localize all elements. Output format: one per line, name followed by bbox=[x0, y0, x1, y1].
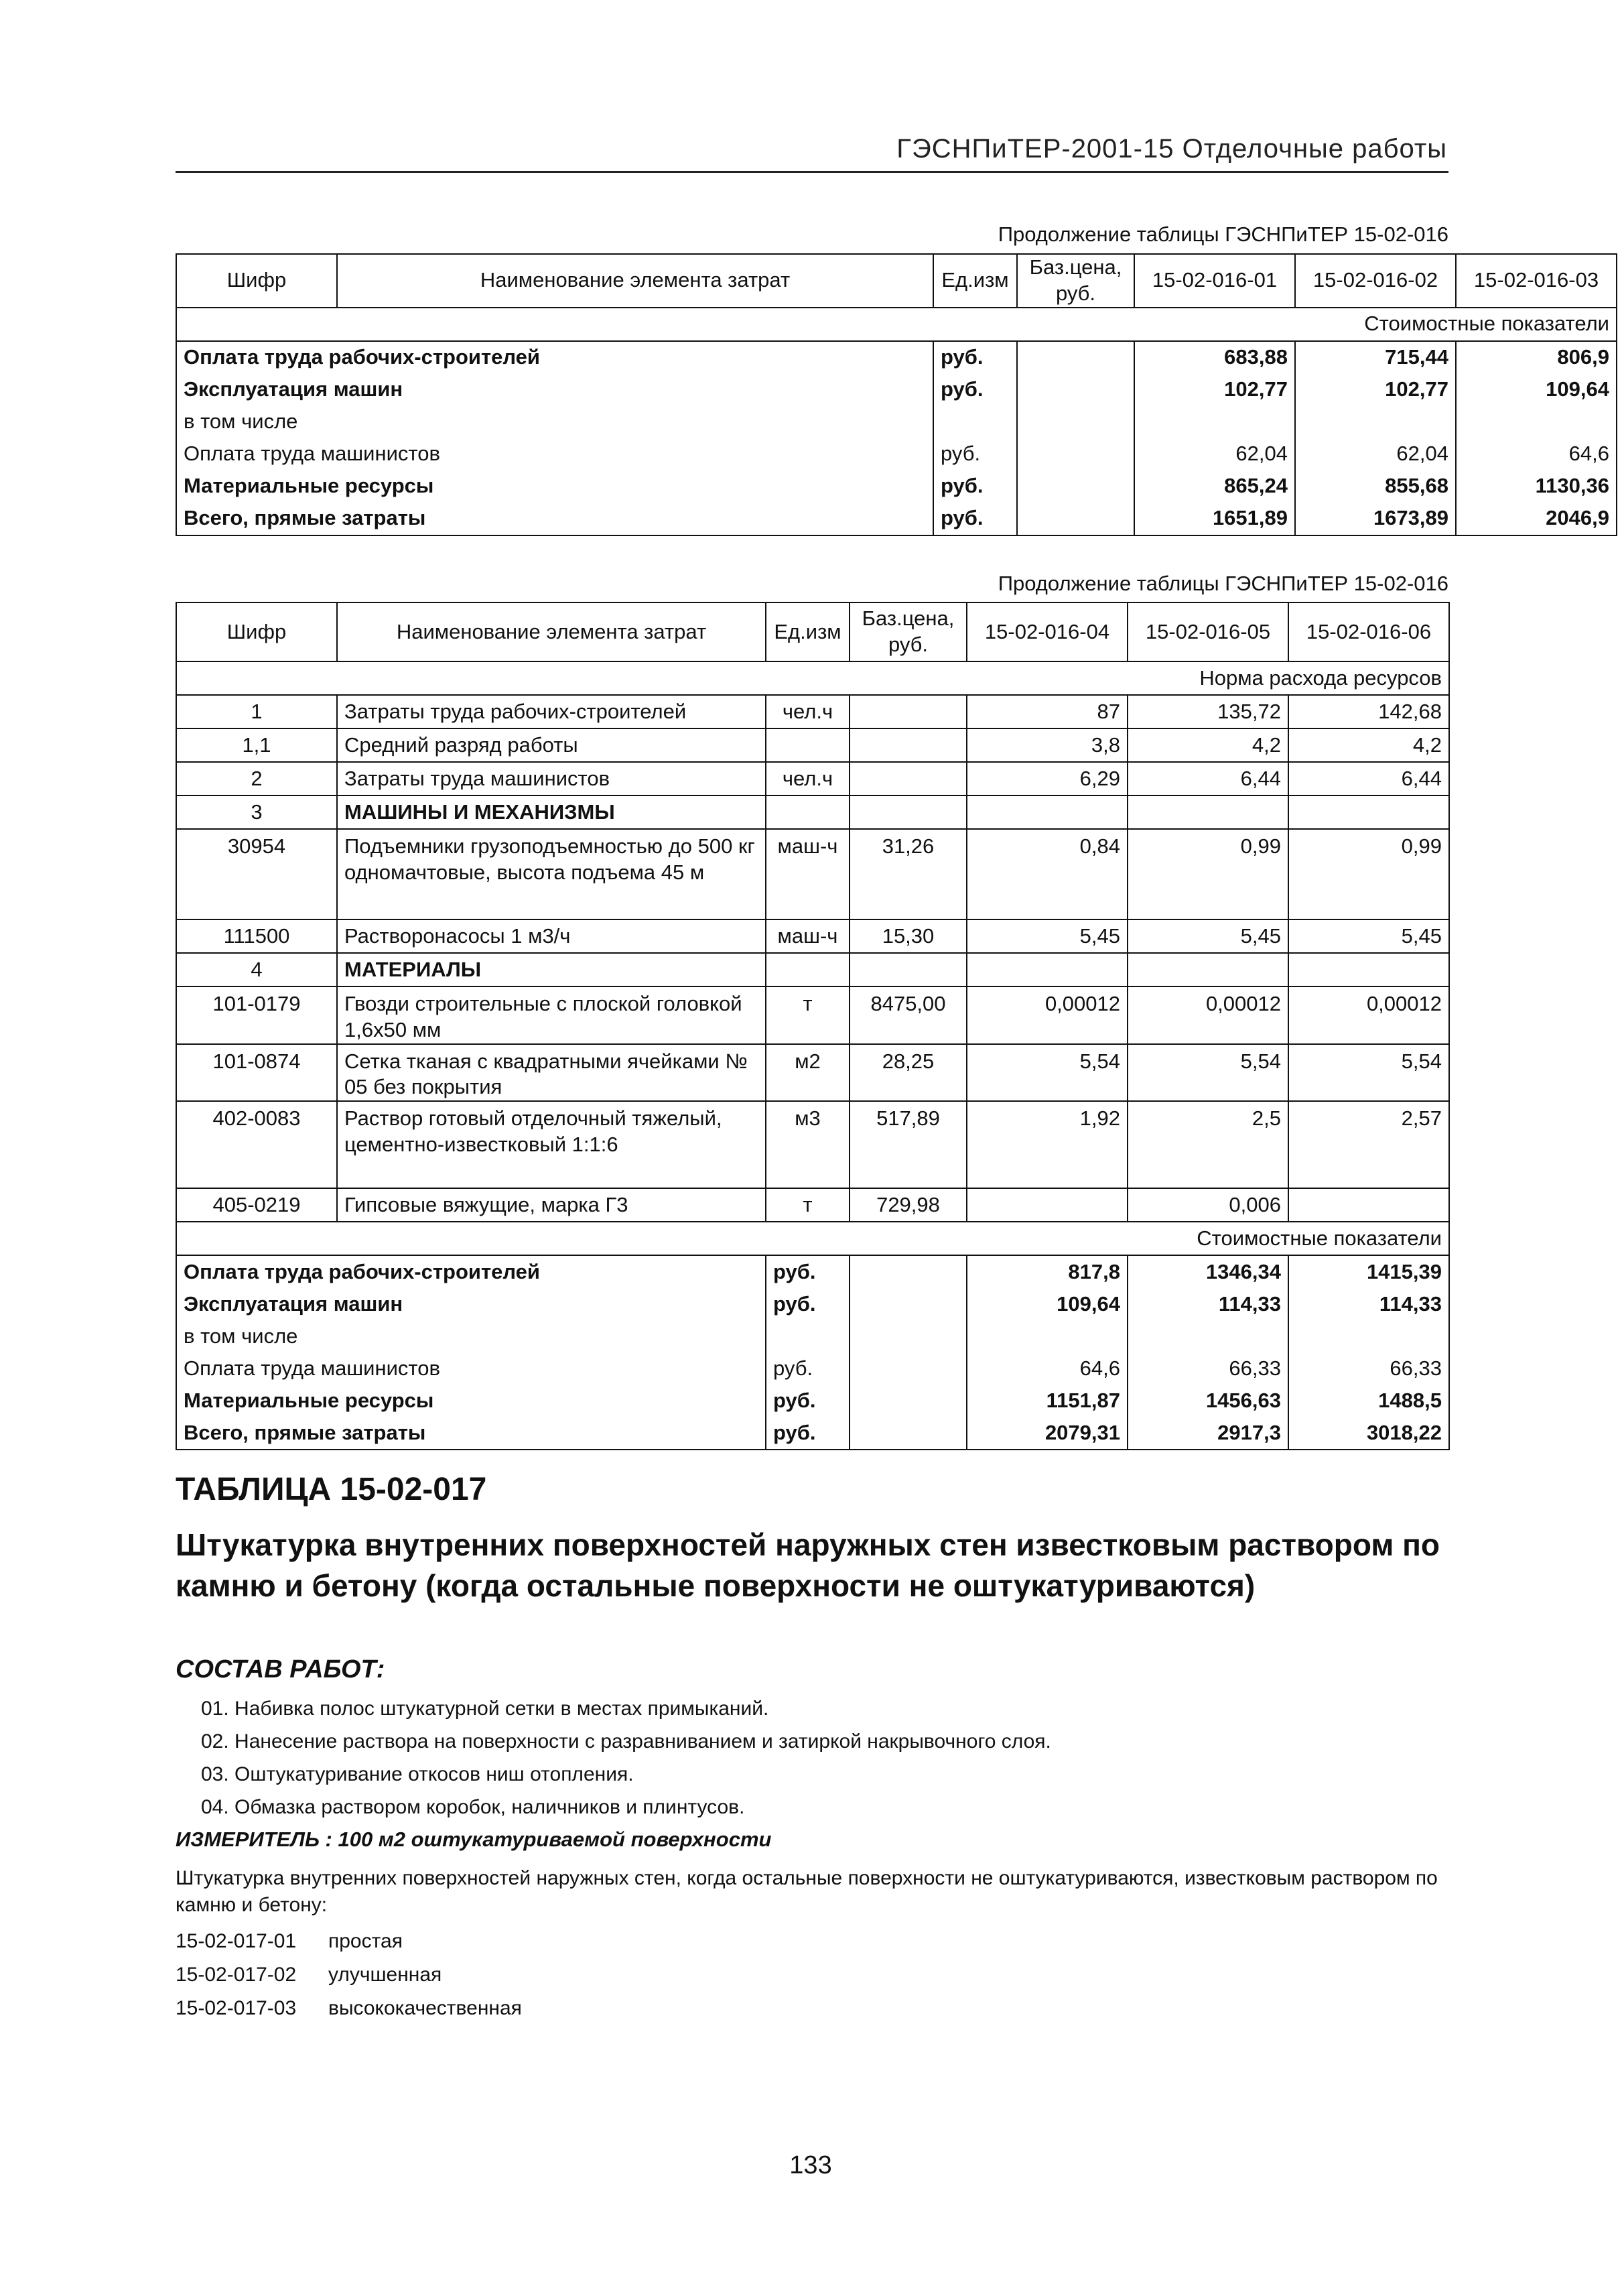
row-price: 15,30 bbox=[850, 919, 967, 953]
table1-col-code-2: 15-02-016-02 bbox=[1295, 254, 1456, 308]
table-row bbox=[176, 986, 1449, 1044]
row-value: 1346,34 bbox=[1128, 1255, 1288, 1288]
item-label: улучшенная bbox=[328, 1964, 442, 1986]
table2-cost-section-label: Стоимостные показатели bbox=[176, 1222, 1449, 1255]
row-unit: руб. bbox=[766, 1288, 850, 1320]
row-code: 111500 bbox=[176, 919, 337, 953]
table2-col-name: Наименование элемента затрат bbox=[337, 602, 766, 661]
row-name: в том числе bbox=[176, 1320, 766, 1352]
row-value: 1415,39 bbox=[1288, 1255, 1449, 1288]
row-value: 0,006 bbox=[1128, 1188, 1288, 1222]
row-value: 135,72 bbox=[1128, 695, 1288, 728]
row-name: Затраты труда рабочих-строителей bbox=[337, 695, 766, 728]
work-title: Штукатурка внутренних поверхностей наружных стен известковым раствором по камню и бетону (когда остальные поверхности не оштукатуриваются) bbox=[176, 1527, 1440, 1603]
row-value: 0,00012 bbox=[1288, 986, 1449, 1044]
work-steps bbox=[201, 1698, 1051, 1829]
running-header: ГЭСНПиТЕР-2001-15 Отделочные работы bbox=[896, 134, 1447, 164]
row-value: 1673,89 bbox=[1295, 503, 1456, 535]
work-items bbox=[176, 1930, 522, 2031]
row-unit: руб. bbox=[933, 341, 1017, 374]
row-unit bbox=[933, 406, 1017, 438]
row-name: Всего, прямые затраты bbox=[176, 503, 933, 535]
table-row bbox=[176, 919, 1449, 953]
row-unit: руб. bbox=[933, 503, 1017, 535]
work-step: 01. Набивка полос штукатурной сетки в местах примыканий. bbox=[201, 1698, 769, 1720]
row-name: Оплата труда рабочих-строителей bbox=[176, 341, 933, 374]
table-row bbox=[176, 762, 1449, 795]
row-price bbox=[850, 1255, 967, 1288]
row-value: 5,45 bbox=[1128, 919, 1288, 953]
row-value: 62,04 bbox=[1134, 438, 1295, 470]
row-unit: т bbox=[766, 1188, 850, 1222]
row-value: 102,77 bbox=[1295, 374, 1456, 406]
row-name: Оплата труда машинистов bbox=[176, 1352, 766, 1385]
row-unit bbox=[766, 953, 850, 986]
item-code: 15-02-017-02 bbox=[176, 1964, 297, 1986]
row-name: Эксплуатация машин bbox=[176, 1288, 766, 1320]
row-price bbox=[850, 1352, 967, 1385]
table-row bbox=[176, 829, 1449, 919]
table-row bbox=[176, 1385, 1449, 1417]
row-price bbox=[1017, 503, 1134, 535]
row-value: 5,45 bbox=[1288, 919, 1449, 953]
table-row bbox=[176, 953, 1449, 986]
row-value: 865,24 bbox=[1134, 470, 1295, 503]
row-value: 2046,9 bbox=[1456, 503, 1617, 535]
row-unit: маш-ч bbox=[766, 829, 850, 919]
row-price bbox=[850, 762, 967, 795]
row-value bbox=[967, 1320, 1128, 1352]
row-value: 64,6 bbox=[1456, 438, 1617, 470]
row-name: МАШИНЫ И МЕХАНИЗМЫ bbox=[337, 795, 766, 829]
table2-col-code-5: 15-02-016-05 bbox=[1128, 602, 1288, 661]
list-item bbox=[176, 1997, 522, 2031]
table1 bbox=[176, 253, 1617, 536]
row-value: 2,5 bbox=[1128, 1101, 1288, 1188]
row-code: 2 bbox=[176, 762, 337, 795]
row-name: Оплата труда машинистов bbox=[176, 438, 933, 470]
row-value bbox=[1288, 1320, 1449, 1352]
table1-col-name: Наименование элемента затрат bbox=[337, 254, 933, 308]
row-price bbox=[1017, 470, 1134, 503]
table-row bbox=[176, 341, 1617, 374]
row-value: 142,68 bbox=[1288, 695, 1449, 728]
row-price: 8475,00 bbox=[850, 986, 967, 1044]
table2-norm-section-label: Норма расхода ресурсов bbox=[176, 661, 1449, 695]
row-code: 402-0083 bbox=[176, 1101, 337, 1188]
list-item bbox=[176, 1964, 522, 1997]
row-value: 0,00012 bbox=[967, 986, 1128, 1044]
row-price: 31,26 bbox=[850, 829, 967, 919]
table-row bbox=[176, 406, 1617, 438]
row-price bbox=[1017, 438, 1134, 470]
table-row bbox=[176, 695, 1449, 728]
table1-col-price: Баз.цена, руб. bbox=[1017, 254, 1134, 308]
table2-header-row bbox=[176, 602, 1449, 661]
row-unit: руб. bbox=[766, 1385, 850, 1417]
table2-cost-section-row bbox=[176, 1222, 1449, 1255]
row-value: 0,84 bbox=[967, 829, 1128, 919]
composition-label: СОСТАВ РАБОТ: bbox=[176, 1655, 385, 1683]
work-step: 03. Оштукатуривание откосов ниш отопления. bbox=[201, 1763, 634, 1785]
row-unit: руб. bbox=[933, 438, 1017, 470]
table-row bbox=[176, 728, 1449, 762]
work-step: 04. Обмазка раствором коробок, наличников и плинтусов. bbox=[201, 1796, 745, 1818]
row-value bbox=[1128, 795, 1288, 829]
row-name: Сетка тканая с квадратными ячейками № 05 без покрытия bbox=[337, 1044, 766, 1102]
table-row bbox=[176, 1044, 1449, 1102]
table-row bbox=[176, 1320, 1449, 1352]
table1-continuation-label: Продолжение таблицы ГЭСНПиТЕР 15-02-016 bbox=[998, 222, 1448, 246]
row-price bbox=[1017, 406, 1134, 438]
row-name: Средний разряд работы bbox=[337, 728, 766, 762]
table1-col-code-1: 15-02-016-01 bbox=[1134, 254, 1295, 308]
table1-section-row bbox=[176, 308, 1617, 341]
row-unit bbox=[766, 728, 850, 762]
table-row bbox=[176, 1352, 1449, 1385]
row-value: 2917,3 bbox=[1128, 1417, 1288, 1450]
row-value: 1151,87 bbox=[967, 1385, 1128, 1417]
row-price bbox=[850, 1288, 967, 1320]
row-value bbox=[967, 953, 1128, 986]
row-unit: руб. bbox=[933, 374, 1017, 406]
row-unit bbox=[766, 795, 850, 829]
table2 bbox=[176, 602, 1450, 1450]
row-value: 62,04 bbox=[1295, 438, 1456, 470]
table-row bbox=[176, 470, 1617, 503]
row-value bbox=[967, 795, 1128, 829]
row-value bbox=[1128, 953, 1288, 986]
row-price bbox=[850, 1385, 967, 1417]
row-value: 64,6 bbox=[967, 1352, 1128, 1385]
row-name: МАТЕРИАЛЫ bbox=[337, 953, 766, 986]
table1-col-code-3: 15-02-016-03 bbox=[1456, 254, 1617, 308]
row-code: 3 bbox=[176, 795, 337, 829]
row-value: 1,92 bbox=[967, 1101, 1128, 1188]
table-row bbox=[176, 503, 1617, 535]
item-label: высококачественная bbox=[328, 1997, 522, 2019]
row-name: Оплата труда рабочих-строителей bbox=[176, 1255, 766, 1288]
row-value: 1130,36 bbox=[1456, 470, 1617, 503]
list-item bbox=[176, 1930, 522, 1964]
row-unit: т bbox=[766, 986, 850, 1044]
row-value: 2079,31 bbox=[967, 1417, 1128, 1450]
row-value: 1488,5 bbox=[1288, 1385, 1449, 1417]
row-price bbox=[850, 695, 967, 728]
row-name: Эксплуатация машин bbox=[176, 374, 933, 406]
row-value: 109,64 bbox=[1456, 374, 1617, 406]
row-name: Гипсовые вяжущие, марка Г3 bbox=[337, 1188, 766, 1222]
row-value: 715,44 bbox=[1295, 341, 1456, 374]
table2-continuation-label: Продолжение таблицы ГЭСНПиТЕР 15-02-016 bbox=[998, 572, 1448, 595]
row-value: 5,54 bbox=[1128, 1044, 1288, 1102]
row-value: 66,33 bbox=[1288, 1352, 1449, 1385]
row-name: в том числе bbox=[176, 406, 933, 438]
row-value: 109,64 bbox=[967, 1288, 1128, 1320]
row-value: 114,33 bbox=[1288, 1288, 1449, 1320]
row-name: Материальные ресурсы bbox=[176, 1385, 766, 1417]
row-name: Растворонасосы 1 м3/ч bbox=[337, 919, 766, 953]
row-price bbox=[850, 728, 967, 762]
row-value bbox=[1288, 795, 1449, 829]
section-title: ТАБЛИЦА 15-02-017 bbox=[176, 1472, 487, 1507]
row-unit: чел.ч bbox=[766, 762, 850, 795]
row-value bbox=[1288, 1188, 1449, 1222]
row-unit: руб. bbox=[933, 470, 1017, 503]
table2-col-code: Шифр bbox=[176, 602, 337, 661]
row-value: 4,2 bbox=[1288, 728, 1449, 762]
row-code: 405-0219 bbox=[176, 1188, 337, 1222]
row-value: 817,8 bbox=[967, 1255, 1128, 1288]
page-number: 133 bbox=[789, 2151, 832, 2179]
row-name: Гвозди строительные с плоской головкой 1,6x50 мм bbox=[337, 986, 766, 1044]
table-row bbox=[176, 1288, 1449, 1320]
row-value: 2,57 bbox=[1288, 1101, 1449, 1188]
table1-col-unit: Ед.изм bbox=[933, 254, 1017, 308]
row-value: 114,33 bbox=[1128, 1288, 1288, 1320]
item-code: 15-02-017-03 bbox=[176, 1997, 297, 2019]
row-unit: руб. bbox=[766, 1255, 850, 1288]
row-value: 0,99 bbox=[1288, 829, 1449, 919]
row-name: Материальные ресурсы bbox=[176, 470, 933, 503]
row-value: 5,54 bbox=[967, 1044, 1128, 1102]
row-unit: маш-ч bbox=[766, 919, 850, 953]
table-row bbox=[176, 374, 1617, 406]
table2-col-unit: Ед.изм bbox=[766, 602, 850, 661]
row-code: 101-0874 bbox=[176, 1044, 337, 1102]
row-value bbox=[1134, 406, 1295, 438]
row-price bbox=[850, 1417, 967, 1450]
row-code: 4 bbox=[176, 953, 337, 986]
item-code: 15-02-017-01 bbox=[176, 1930, 297, 1952]
row-name: Раствор готовый отделочный тяжелый, цементно-известковый 1:1:6 bbox=[337, 1101, 766, 1188]
row-name: Всего, прямые затраты bbox=[176, 1417, 766, 1450]
row-price: 28,25 bbox=[850, 1044, 967, 1102]
row-name: Затраты труда машинистов bbox=[337, 762, 766, 795]
row-price: 517,89 bbox=[850, 1101, 967, 1188]
row-price bbox=[1017, 374, 1134, 406]
row-price bbox=[850, 795, 967, 829]
row-unit: чел.ч bbox=[766, 695, 850, 728]
row-value: 102,77 bbox=[1134, 374, 1295, 406]
table2-col-price: Баз.цена, руб. bbox=[850, 602, 967, 661]
row-value bbox=[1295, 406, 1456, 438]
row-code: 1,1 bbox=[176, 728, 337, 762]
row-name: Подъемники грузоподъемностью до 500 кг одномачтовые, высота подъема 45 м bbox=[337, 829, 766, 919]
row-value: 66,33 bbox=[1128, 1352, 1288, 1385]
table-row bbox=[176, 1101, 1449, 1188]
row-value: 683,88 bbox=[1134, 341, 1295, 374]
row-price bbox=[1017, 341, 1134, 374]
row-code: 1 bbox=[176, 695, 337, 728]
row-value: 3018,22 bbox=[1288, 1417, 1449, 1450]
row-value bbox=[1288, 953, 1449, 986]
row-price bbox=[850, 953, 967, 986]
table1-section-label: Стоимостные показатели bbox=[176, 308, 1617, 341]
row-price: 729,98 bbox=[850, 1188, 967, 1222]
row-price bbox=[850, 1320, 967, 1352]
row-value bbox=[1128, 1320, 1288, 1352]
work-step: 02. Нанесение раствора на поверхности с разравниванием и затиркой накрывочного слоя. bbox=[201, 1730, 1051, 1752]
row-value: 0,99 bbox=[1128, 829, 1288, 919]
item-label: простая bbox=[328, 1930, 403, 1952]
row-unit: руб. bbox=[766, 1352, 850, 1385]
table2-norm-section-row bbox=[176, 661, 1449, 695]
header-rule bbox=[176, 171, 1448, 173]
row-value: 6,44 bbox=[1288, 762, 1449, 795]
row-unit: м2 bbox=[766, 1044, 850, 1102]
table1-header-row bbox=[176, 254, 1617, 308]
row-value: 5,45 bbox=[967, 919, 1128, 953]
row-value: 855,68 bbox=[1295, 470, 1456, 503]
row-value: 6,29 bbox=[967, 762, 1128, 795]
row-value: 1456,63 bbox=[1128, 1385, 1288, 1417]
row-value bbox=[1456, 406, 1617, 438]
measure-unit: ИЗМЕРИТЕЛЬ : 100 м2 оштукатуриваемой поверхности bbox=[176, 1828, 772, 1851]
row-value: 87 bbox=[967, 695, 1128, 728]
table-row bbox=[176, 795, 1449, 829]
row-value: 0,00012 bbox=[1128, 986, 1288, 1044]
row-value: 5,54 bbox=[1288, 1044, 1449, 1102]
row-value: 806,9 bbox=[1456, 341, 1617, 374]
table-row bbox=[176, 1188, 1449, 1222]
table1-col-code: Шифр bbox=[176, 254, 337, 308]
row-value: 1651,89 bbox=[1134, 503, 1295, 535]
row-code: 101-0179 bbox=[176, 986, 337, 1044]
row-code: 30954 bbox=[176, 829, 337, 919]
row-value: 6,44 bbox=[1128, 762, 1288, 795]
row-value bbox=[967, 1188, 1128, 1222]
row-unit: руб. bbox=[766, 1417, 850, 1450]
row-value: 3,8 bbox=[967, 728, 1128, 762]
work-description: Штукатурка внутренних поверхностей наружных стен, когда остальные поверхности не оштукатуриваются, известковым раствором по камню и бетону: bbox=[176, 1867, 1438, 1916]
row-value: 4,2 bbox=[1128, 728, 1288, 762]
table-row bbox=[176, 1417, 1449, 1450]
table2-col-code-6: 15-02-016-06 bbox=[1288, 602, 1449, 661]
table-row bbox=[176, 1255, 1449, 1288]
table-row bbox=[176, 438, 1617, 470]
table2-col-code-4: 15-02-016-04 bbox=[967, 602, 1128, 661]
row-unit bbox=[766, 1320, 850, 1352]
row-unit: м3 bbox=[766, 1101, 850, 1188]
